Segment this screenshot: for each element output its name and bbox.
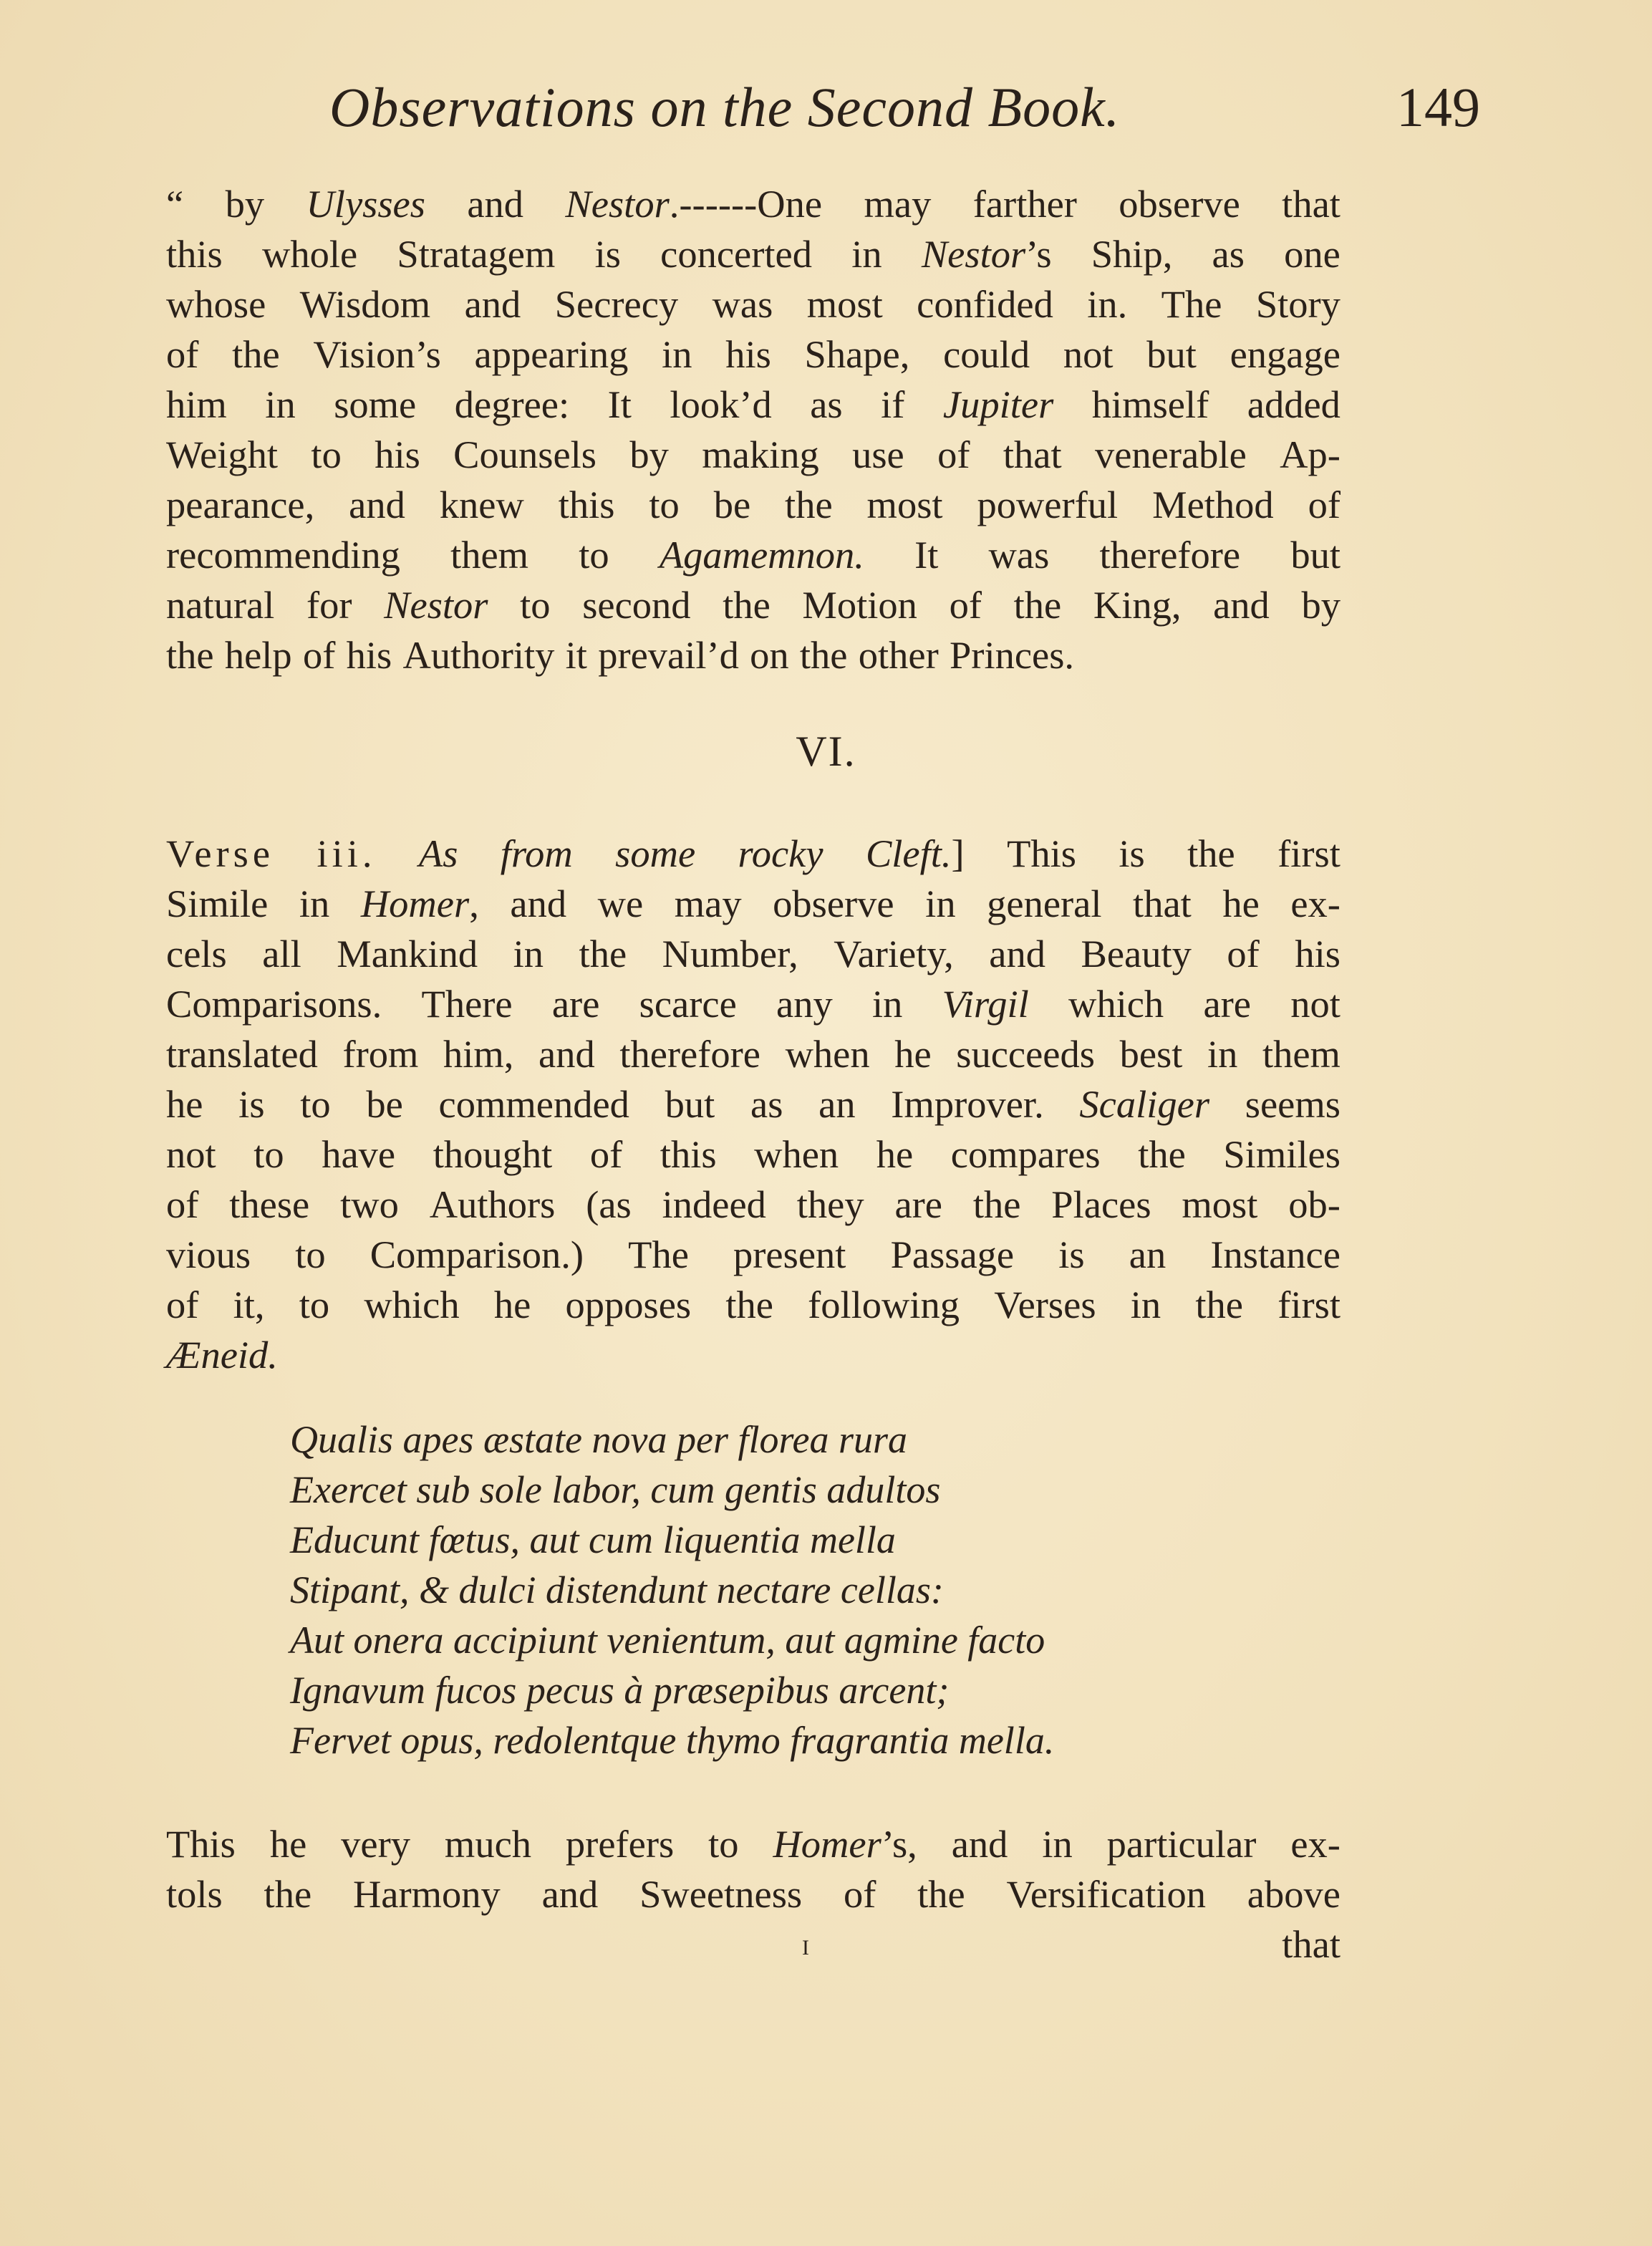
word: are: [1203, 982, 1251, 1026]
word: of: [302, 633, 336, 677]
word: and: [1213, 583, 1270, 627]
word: as: [810, 382, 843, 426]
word: the: [166, 633, 214, 677]
word: they: [796, 1182, 864, 1226]
word: the: [723, 583, 771, 627]
word: these: [229, 1182, 310, 1226]
word: when: [754, 1132, 839, 1176]
word: This: [1007, 832, 1076, 875]
word: if: [881, 382, 905, 426]
word: Comparisons.: [166, 982, 382, 1026]
word: above: [1247, 1872, 1341, 1916]
word: observe: [773, 882, 894, 925]
word: iii.: [317, 832, 377, 875]
text-line: [166, 530, 1341, 580]
word: this: [660, 1132, 717, 1176]
word: and: [349, 483, 405, 526]
word: of: [166, 332, 199, 376]
word: This: [166, 1822, 236, 1866]
word: for: [306, 583, 352, 627]
word: in: [1130, 1283, 1161, 1326]
word: the: [579, 932, 627, 975]
word: particular: [1106, 1822, 1257, 1866]
word: of: [589, 1132, 623, 1176]
word: have: [322, 1132, 396, 1176]
word: to: [708, 1822, 739, 1866]
word: is: [594, 232, 621, 276]
word: vious: [166, 1233, 251, 1276]
word: prevail’d: [598, 633, 739, 677]
text-line: [166, 1129, 1341, 1180]
word: The: [1161, 282, 1222, 326]
word: prefers: [565, 1822, 675, 1866]
word: the: [1138, 1132, 1186, 1176]
verse-line: Exercet sub sole labor, cum gentis adultos: [290, 1468, 941, 1511]
text-line: [166, 480, 1341, 530]
text-line: [166, 1330, 1341, 1380]
word: Versification: [1006, 1872, 1206, 1916]
word: in: [925, 882, 956, 925]
word: may: [864, 182, 932, 226]
word: may: [674, 882, 742, 925]
word: Ap-: [1280, 433, 1341, 476]
word: Homer’s,: [773, 1822, 917, 1866]
word: this: [166, 232, 223, 276]
word: an: [1129, 1233, 1166, 1276]
text-line: [166, 879, 1341, 929]
word: in: [871, 982, 903, 1026]
word: and: [464, 282, 521, 326]
word: in: [513, 932, 544, 975]
running-title: Observations on the Second Book.: [329, 76, 1121, 138]
word: his: [1295, 932, 1341, 975]
word: this: [558, 483, 615, 526]
word: Passage: [890, 1233, 1015, 1276]
word: on: [750, 633, 789, 677]
word: help: [224, 633, 292, 677]
word: rocky: [738, 832, 823, 875]
word: first: [1277, 832, 1341, 875]
word: whole: [261, 232, 358, 276]
word: King,: [1093, 583, 1182, 627]
word: therefore: [1099, 533, 1241, 577]
word: to: [520, 583, 551, 627]
text-line: [166, 1079, 1341, 1129]
text-line: [166, 1280, 1341, 1330]
word: Beauty: [1081, 932, 1192, 975]
word: his: [725, 332, 771, 376]
word: Princes.: [949, 633, 1075, 677]
word: Variety,: [834, 932, 954, 975]
word: the: [972, 1182, 1021, 1226]
word: the: [785, 483, 833, 526]
word: Places: [1051, 1182, 1151, 1226]
word: indeed: [662, 1182, 766, 1226]
word: confided: [917, 282, 1053, 326]
word: whose: [166, 282, 266, 326]
word: There: [421, 982, 513, 1026]
page-header: [0, 75, 1652, 154]
signature-mark: I: [802, 1936, 809, 1960]
text-line: [166, 1230, 1341, 1280]
word: of: [949, 583, 982, 627]
word: could: [943, 332, 1030, 376]
verse-line: Qualis apes æstate nova per florea rura: [290, 1418, 907, 1461]
word: Harmony: [352, 1872, 501, 1916]
word: in: [265, 382, 296, 426]
word: therefore: [619, 1032, 760, 1076]
word: Wisdom: [299, 282, 431, 326]
word: it,: [233, 1283, 265, 1326]
word: (as: [586, 1182, 632, 1226]
word: translated: [166, 1032, 318, 1076]
word: first: [1277, 1283, 1341, 1326]
word: of: [843, 1872, 876, 1916]
text-line: [166, 829, 1341, 879]
word: Method: [1152, 483, 1274, 526]
word: in: [662, 332, 692, 376]
word: any: [776, 982, 833, 1026]
text-line: [166, 630, 1341, 680]
word: compares: [950, 1132, 1101, 1176]
word: to: [300, 1082, 331, 1126]
word: very: [341, 1822, 411, 1866]
word: them: [1262, 1032, 1341, 1076]
word: he: [876, 1132, 914, 1176]
word: himself: [1091, 382, 1209, 426]
text-line: [166, 1180, 1341, 1230]
word: use: [852, 433, 904, 476]
word: Shape,: [804, 332, 910, 376]
word: Verses: [994, 1283, 1096, 1326]
word: Motion: [802, 583, 917, 627]
word: ob-: [1288, 1182, 1341, 1226]
word: ex-: [1290, 1822, 1341, 1866]
word: ex-: [1290, 882, 1341, 925]
paragraph-verse-111: [166, 829, 1341, 1380]
word: some: [334, 382, 417, 426]
word: the: [264, 1872, 312, 1916]
section-number: VI.: [796, 728, 856, 775]
word: opposes: [565, 1283, 692, 1326]
word: The: [628, 1233, 689, 1276]
word: he: [1222, 882, 1260, 925]
word: and: [989, 932, 1045, 975]
word: his: [375, 433, 420, 476]
word: Story: [1255, 282, 1341, 326]
word: of: [166, 1182, 199, 1226]
word: from: [342, 1032, 419, 1076]
word: be: [366, 1082, 403, 1126]
word: and: [538, 1032, 595, 1076]
word: Æneid.: [166, 1333, 278, 1377]
text-line: [166, 1919, 1341, 1970]
word: by: [1301, 583, 1341, 627]
verse-line: Stipant, & dulci distendunt nectare cellas:: [290, 1568, 944, 1611]
word: as: [1212, 232, 1245, 276]
word: other: [858, 633, 939, 677]
word: that: [1003, 433, 1062, 476]
word: to: [311, 433, 342, 476]
word: tols: [166, 1872, 223, 1916]
word: be: [713, 483, 751, 526]
word: second: [582, 583, 691, 627]
word: following: [808, 1283, 960, 1326]
word: “: [166, 182, 184, 226]
page-number: 149: [1396, 76, 1480, 138]
text-line: [166, 380, 1341, 430]
word: Jupiter: [942, 382, 1054, 426]
word: it: [565, 633, 587, 677]
word: his: [346, 633, 392, 677]
word: observe: [1119, 182, 1240, 226]
word: It: [607, 382, 632, 426]
word: he: [166, 1082, 203, 1126]
word: As: [418, 832, 458, 875]
word: It: [914, 533, 939, 577]
word: that: [1282, 1922, 1341, 1966]
word: them: [450, 533, 529, 577]
word: not: [1063, 332, 1114, 376]
word: from: [500, 832, 573, 875]
word: was: [988, 533, 1050, 577]
word: Vision’s: [313, 332, 441, 376]
word: and: [951, 1822, 1008, 1866]
word: which: [1068, 982, 1164, 1026]
word: Simile: [166, 882, 269, 925]
word: which: [364, 1283, 460, 1326]
word: is: [1058, 1233, 1085, 1276]
word: some: [615, 832, 696, 875]
word: appearing: [474, 332, 629, 376]
word: of: [1227, 932, 1260, 975]
word: in: [1042, 1822, 1073, 1866]
word: of: [937, 433, 970, 476]
word: Secrecy: [554, 282, 679, 326]
text-line: [166, 1869, 1341, 1919]
text-line: [166, 979, 1341, 1029]
word: but: [1146, 332, 1197, 376]
word: seems: [1245, 1082, 1341, 1126]
word: we: [597, 882, 644, 925]
word: venerable: [1094, 433, 1247, 476]
verse-line: Ignavum fucos pecus à præsepibus arcent;: [290, 1669, 950, 1712]
verse-line: Fervet opus, redolentque thymo fragrantia mella.: [290, 1719, 1055, 1762]
word: thought: [433, 1132, 553, 1176]
word: most: [866, 483, 943, 526]
word: Mankind: [337, 932, 478, 975]
word: Weight: [166, 433, 279, 476]
word: the: [232, 332, 280, 376]
word: Number,: [662, 932, 798, 975]
word: Comparison.): [369, 1233, 584, 1276]
verse-line: Aut onera accipiunt venientum, aut agmine facto: [290, 1619, 1045, 1662]
paragraph-nestor: [166, 179, 1341, 680]
word: making: [702, 433, 819, 476]
word: all: [262, 932, 301, 975]
latin-quotation: [290, 1414, 1054, 1765]
word: not: [1290, 982, 1341, 1026]
paragraph-harmony: [166, 1819, 1341, 1970]
word: to: [579, 533, 609, 577]
word: Homer,: [360, 882, 479, 925]
word: powerful: [977, 483, 1119, 526]
word: most: [806, 282, 883, 326]
word: to: [299, 1283, 330, 1326]
word: he: [493, 1283, 531, 1326]
word: him: [166, 382, 227, 426]
word: when: [785, 1032, 870, 1076]
word: in: [1207, 1032, 1238, 1076]
word: and: [541, 1872, 599, 1916]
word: to: [295, 1233, 326, 1276]
word: the: [917, 1872, 965, 1916]
text-line: [166, 430, 1341, 480]
word: an: [818, 1082, 856, 1126]
word: of: [166, 1283, 199, 1326]
word: of: [1308, 483, 1341, 526]
word: pearance,: [166, 483, 315, 526]
word: to: [649, 483, 680, 526]
word: by: [629, 433, 669, 476]
word: and: [467, 182, 524, 226]
word: natural: [166, 583, 275, 627]
word: Ship,: [1091, 232, 1173, 276]
word: Authority: [402, 633, 555, 677]
word: present: [733, 1233, 846, 1276]
word: recommending: [166, 533, 400, 577]
word: is: [1119, 832, 1145, 875]
word: scarce: [639, 982, 737, 1026]
word: Instance: [1210, 1233, 1341, 1276]
word: best: [1119, 1032, 1183, 1076]
word: degree:: [454, 382, 570, 426]
word: two: [340, 1182, 399, 1226]
word: the: [1013, 583, 1062, 627]
word: but: [1290, 533, 1341, 577]
word: is: [238, 1082, 265, 1126]
word: added: [1247, 382, 1341, 426]
word: Stratagem: [397, 232, 556, 276]
word: succeeds: [956, 1032, 1095, 1076]
word: he: [269, 1822, 307, 1866]
word: Sweetness: [639, 1872, 803, 1916]
word: Cleft.]: [865, 832, 965, 875]
word: by: [225, 182, 265, 226]
word: one: [1284, 232, 1341, 276]
word: he: [894, 1032, 932, 1076]
word: general: [987, 882, 1102, 925]
word: Counsels: [453, 433, 597, 476]
word: that: [1133, 882, 1192, 925]
word: cels: [166, 932, 227, 975]
word: farther: [972, 182, 1077, 226]
word: as: [750, 1082, 783, 1126]
word: that: [1282, 182, 1341, 226]
verse-line: Educunt fœtus, aut cum liquentia mella: [290, 1518, 896, 1561]
word: are: [894, 1182, 942, 1226]
word: Agamemnon.: [659, 533, 864, 577]
word: but: [665, 1082, 715, 1126]
text-line: [166, 329, 1341, 380]
word: and: [510, 882, 567, 925]
word: in.: [1087, 282, 1128, 326]
word: Nestor.------One: [565, 182, 823, 226]
word: Authors: [429, 1182, 556, 1226]
text-line: [166, 580, 1341, 630]
word: knew: [439, 483, 524, 526]
word: are: [551, 982, 600, 1026]
word: Nestor’s: [921, 232, 1052, 276]
word: the: [725, 1283, 773, 1326]
word: commended: [438, 1082, 629, 1126]
text-line: [166, 1819, 1341, 1869]
word: in: [851, 232, 882, 276]
word: the: [799, 633, 848, 677]
word: Verse: [166, 832, 275, 875]
word: in: [299, 882, 330, 925]
text-line: [166, 1029, 1341, 1079]
text-line: [166, 929, 1341, 979]
word: the: [1195, 1283, 1243, 1326]
text-line: [166, 229, 1341, 279]
word: engage: [1230, 332, 1341, 376]
word: to: [253, 1132, 284, 1176]
text-line: [166, 179, 1341, 229]
word: was: [712, 282, 773, 326]
word: not: [166, 1132, 216, 1176]
text-line: [166, 279, 1341, 329]
word: look’d: [670, 382, 772, 426]
word: Virgil: [942, 982, 1029, 1026]
word: most: [1182, 1182, 1258, 1226]
word: him,: [443, 1032, 514, 1076]
word: Ulysses: [306, 182, 425, 226]
word: Scaliger: [1079, 1082, 1210, 1126]
word: much: [444, 1822, 532, 1866]
word: Nestor: [384, 583, 488, 627]
word: concerted: [660, 232, 812, 276]
word: Similes: [1223, 1132, 1341, 1176]
word: Improver.: [891, 1082, 1044, 1126]
word: the: [1187, 832, 1235, 875]
